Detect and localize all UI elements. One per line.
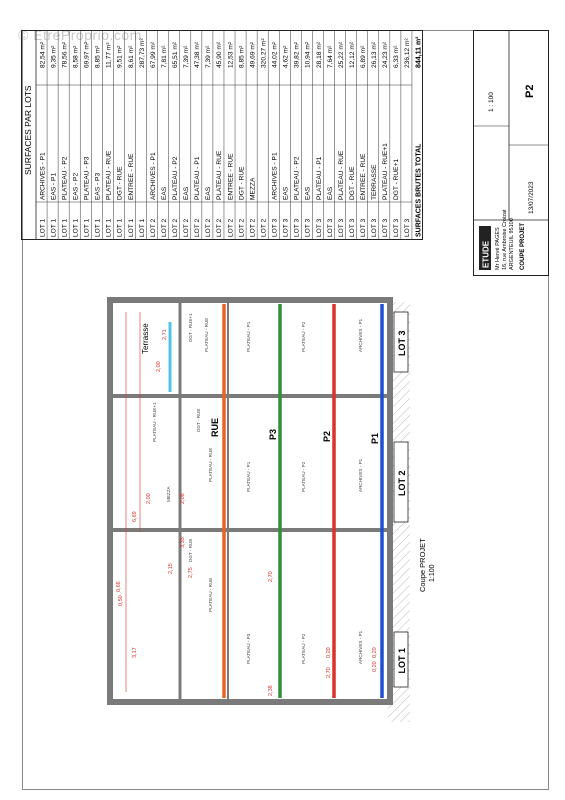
room-label: PLATEAU - RUE+1 [152, 402, 157, 442]
table-cell-area: 11,77 m² [105, 42, 113, 68]
table-cell-lot: LOT 2 [216, 218, 224, 237]
table-cell-name: ENTREE - RUE [359, 153, 367, 200]
surfaces-table-svg [21, 30, 423, 240]
table-cell-lot: LOT 1 [50, 218, 58, 237]
table-cell-name: ARCHIVES - P1 [149, 152, 157, 200]
room-label: ARCHIVES - P1 [358, 458, 363, 492]
table-cell-name: DGT - RUE+1 [393, 158, 401, 200]
table-cell-name: ENTREE - RUE [127, 153, 135, 200]
table-cell-lot: LOT 3 [404, 218, 412, 237]
table-cell-area: 25,22 m² [337, 41, 345, 68]
room-label: ARCHIVES - P1 [358, 318, 363, 352]
table-cell-name: EAS [205, 186, 213, 200]
table-cell-name: PLATEAU - P2 [61, 156, 69, 200]
dimension-label: 2,38 [268, 685, 274, 696]
dimension-label: 2,00 [146, 493, 152, 504]
table-cell-name: ARCHIVES - P1 [271, 152, 279, 200]
level-label-rue: RUE [210, 417, 220, 437]
table-cell-lot: LOT 3 [282, 218, 290, 237]
table-cell-area: 45,90 m² [216, 41, 224, 68]
table-cell-lot: LOT 3 [359, 218, 367, 237]
plan-caption-scale: 1:100 [429, 564, 436, 582]
terrasse-label: Terrasse [141, 323, 150, 354]
table-cell-lot: LOT 2 [249, 218, 257, 237]
table-cell-area: 287,73 m² [138, 38, 146, 68]
lot-label: LOT 2 [397, 470, 407, 496]
table-cell-area: 6,89 m² [359, 45, 367, 68]
dimension-label: 2,70 [268, 571, 274, 582]
table-cell-lot: LOT 1 [94, 218, 102, 237]
room-label: PLATEAU - P3 [246, 633, 251, 664]
table-cell-lot: LOT 1 [105, 218, 113, 237]
table-cell-name: DGT - RUE [116, 166, 124, 200]
table-total-value: 844,11 m² [415, 36, 423, 68]
dimension-label: 0,66 [116, 581, 122, 592]
room-label: PLATEAU - P2 [301, 321, 306, 352]
table-cell-name: DGT - RUE [238, 166, 246, 200]
surfaces-table [21, 30, 423, 240]
table-title: SURFACES PAR LOTS [23, 85, 33, 175]
table-cell-lot: LOT 3 [371, 218, 379, 237]
table-cell-area: 78,56 m² [61, 41, 69, 68]
table-cell-name: PLATEAU - RUE [216, 150, 224, 200]
table-cell-name: EAS - P2 [72, 172, 80, 200]
table-cell-lot: LOT 3 [304, 218, 312, 237]
room-label: PLATEAU - P2 [301, 461, 306, 492]
table-cell-area: 67,99 m² [149, 41, 157, 68]
table-cell-lot: LOT 1 [138, 218, 146, 237]
table-cell-area: 65,51 m² [172, 41, 180, 68]
dimension-label: 0,50 [118, 595, 124, 606]
table-cell-lot: LOT 1 [61, 218, 69, 237]
table-cell-lot: LOT 1 [116, 218, 124, 237]
date-text: 13/07/2023 [528, 181, 535, 214]
dimension-label: 2,15 [168, 563, 174, 574]
table-cell-name: DGT - RUE [348, 166, 356, 200]
table-cell-area: 7,39 m² [183, 45, 191, 68]
section-plan [100, 292, 440, 722]
table-cell-area: 82,54 m² [39, 41, 47, 68]
table-cell-lot: LOT 3 [393, 218, 401, 237]
table-cell-name: EAS [326, 186, 334, 200]
room-label: PLATEAU - P1 [246, 461, 251, 492]
table-cell-name: EAS - P1 [50, 172, 58, 200]
room-label: DGT - RUE [188, 538, 193, 562]
room-label: PLATEAU - P2 [301, 633, 306, 664]
table-cell-lot: LOT 1 [72, 218, 80, 237]
table-cell-lot: LOT 2 [172, 218, 180, 237]
table-cell-area: 39,82 m² [293, 41, 301, 68]
title-block [473, 30, 549, 276]
table-cell-name: PLATEAU - P2 [172, 156, 180, 200]
table-cell-area: 7,39 m² [205, 45, 213, 68]
table-cell-lot: LOT 3 [315, 218, 323, 237]
room-label: DGT - RUE [196, 408, 201, 432]
watermark: © EtreProprio.com [18, 27, 142, 43]
table-cell-lot: LOT 2 [194, 218, 202, 237]
table-cell-name: EAS [160, 186, 168, 200]
table-cell-lot: LOT 2 [260, 218, 268, 237]
table-cell-name: PLATEAU - RUE [105, 150, 113, 200]
table-total-label: SURFACES BRUTES TOTAL [415, 143, 423, 237]
room-label: MEZZA [166, 486, 171, 502]
table-cell-name: PLATEAU - P3 [83, 156, 91, 200]
table-cell-area: 12,12 m² [348, 41, 356, 68]
dimension-label: 2,71 [162, 329, 168, 340]
room-label: PLATEAU - RUE [208, 577, 213, 612]
section-plan-svg [100, 292, 440, 722]
lot-label: LOT 1 [397, 647, 407, 674]
table-cell-lot: LOT 3 [271, 218, 279, 237]
table-cell-lot: LOT 1 [127, 218, 135, 237]
table-cell-area: 10,94 m² [304, 41, 312, 68]
table-cell-area: 236,12 m² [404, 38, 412, 68]
table-cell-name: EAS [282, 186, 290, 200]
lot-label: LOT 3 [397, 330, 407, 356]
dimension-label: 0,20 [326, 647, 332, 658]
table-cell-lot: LOT 2 [183, 218, 191, 237]
table-cell-area: 47,38 m² [194, 41, 202, 68]
table-cell-area: 9,51 m² [116, 45, 124, 68]
scale-text: 1 : 100 [488, 92, 495, 112]
table-cell-area: 7,81 m² [160, 45, 168, 68]
room-label: PLATEAU - P1 [246, 321, 251, 352]
room-label: ARCHIVES - P1 [358, 630, 363, 664]
table-cell-area: 8,85 m² [94, 45, 102, 68]
table-cell-area: 8,61 m² [127, 45, 135, 68]
table-cell-name: ARCHIVES - P1 [39, 152, 47, 200]
table-cell-area: 44,02 m² [271, 41, 279, 68]
table-cell-area: 320,27 m² [260, 38, 268, 68]
table-cell-area: 12,53 m² [227, 41, 235, 68]
table-cell-name: PLATEAU - P1 [194, 156, 202, 200]
table-cell-area: 49,69 m² [249, 41, 257, 68]
document-title: COUPE PROJET [520, 222, 526, 270]
table-cell-name: EAS [304, 186, 312, 200]
table-cell-name: PLATEAU - P1 [315, 156, 323, 200]
table-cell-area: 28,18 m² [315, 41, 323, 68]
table-cell-name: EAS - P3 [94, 172, 102, 200]
table-cell-name: MEZZA [249, 177, 257, 200]
table-cell-lot: LOT 3 [382, 218, 390, 237]
plan-caption: Coupe PROJET [418, 538, 427, 592]
title-block-svg [473, 30, 549, 276]
table-cell-area: 8,85 m² [238, 45, 246, 68]
table-cell-area: 69,97 m² [83, 41, 91, 68]
table-cell-lot: LOT 3 [293, 218, 301, 237]
dimension-label: 2,75 [188, 567, 194, 578]
table-cell-area: 4,62 m² [282, 45, 290, 68]
table-cell-name: ENTREE - RUE [227, 153, 235, 200]
table-cell-area: 6,33 m² [393, 45, 401, 68]
table-cell-lot: LOT 2 [160, 218, 168, 237]
table-cell-lot: LOT 1 [83, 218, 91, 237]
level-label-p3: P3 [268, 428, 278, 440]
client-line: 16, rue Ambroise Croizat [502, 209, 508, 270]
table-cell-name: TERRASSE [371, 164, 379, 200]
sheet-number: P2 [524, 84, 536, 98]
stamp-text: ETUDE [481, 240, 491, 268]
level-label-p1: P1 [370, 432, 380, 444]
table-cell-lot: LOT 2 [205, 218, 213, 237]
room-label: DGT - RUE+1 [188, 313, 193, 342]
table-cell-name: PLATEAU - RUE [337, 150, 345, 200]
table-cell-lot: LOT 1 [39, 218, 47, 237]
table-cell-area: 7,64 m² [326, 45, 334, 68]
table-cell-name: PLATEAU - RUE+1 [382, 143, 390, 200]
table-cell-lot: LOT 2 [238, 218, 246, 237]
dimension-label: 0,20 [372, 661, 378, 672]
table-cell-area: 8,58 m² [72, 45, 80, 68]
table-cell-lot: LOT 3 [348, 218, 356, 237]
dimension-label: 2,70 [326, 667, 332, 678]
dimension-label: 3,33 [180, 537, 186, 548]
dimension-label: 0,20 [372, 647, 378, 658]
table-cell-lot: LOT 2 [227, 218, 235, 237]
table-cell-area: 26,13 m² [371, 41, 379, 68]
level-label-p2: P2 [322, 430, 332, 442]
table-cell-area: 9,35 m² [50, 45, 58, 68]
dimension-label: 3,17 [132, 647, 138, 658]
table-cell-lot: LOT 3 [326, 218, 334, 237]
dimension-label: 2,00 [156, 361, 162, 372]
dimension-label: 2,08 [180, 493, 186, 504]
room-label: PLATEAU - RUE [204, 317, 209, 352]
table-cell-name: EAS [183, 186, 191, 200]
table-cell-lot: LOT 2 [149, 218, 157, 237]
dimension-label: 6,69 [132, 511, 138, 522]
room-label: PLATEAU - RUE [208, 447, 213, 482]
table-cell-name: PLATEAU - P2 [293, 156, 301, 200]
client-line: Mr Hervé PAGES [495, 227, 501, 270]
table-cell-lot: LOT 3 [337, 218, 345, 237]
client-line: ARGENTEUIL 95100 [509, 218, 515, 270]
table-cell-area: 24,23 m² [382, 41, 390, 68]
